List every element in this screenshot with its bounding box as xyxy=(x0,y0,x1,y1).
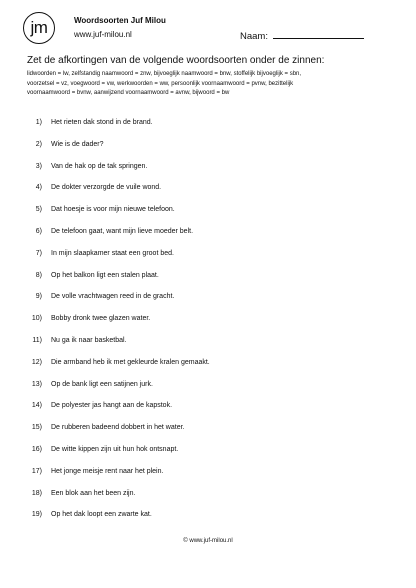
sentence-number: 15) xyxy=(31,424,42,432)
sentence-number: 16) xyxy=(31,445,42,453)
legend-line: lidwoorden = lw, zelfstandig naamwoord = znw, bijvoeglijk naamwoord = bnw, stoffelijk bijvoeglijk = sbn, xyxy=(27,71,302,77)
sentence-number: 2) xyxy=(35,140,42,148)
sentence-item xyxy=(0,119,416,141)
sentence-text: De rubberen badeend dobbert in het water. xyxy=(51,424,185,432)
sentence-item xyxy=(0,337,416,359)
sentence-item xyxy=(0,359,416,381)
worksheet-title: Woordsoorten Juf Milou xyxy=(74,16,166,25)
sentence-item xyxy=(0,293,416,315)
sentence-text: Het jonge meisje rent naar het plein. xyxy=(51,467,164,475)
sentence-number: 14) xyxy=(31,402,42,410)
sentence-text: De volle vrachtwagen reed in de gracht. xyxy=(51,293,175,301)
sentence-number: 6) xyxy=(35,227,42,235)
name-label: Naam: xyxy=(240,31,268,42)
sentence-item xyxy=(0,184,416,206)
sentence-number: 4) xyxy=(35,184,42,192)
sentence-item xyxy=(0,206,416,228)
sentence-text: Die armband heb ik met gekleurde kralen gemaakt. xyxy=(51,358,210,366)
sentence-item xyxy=(0,424,416,446)
sentence-item xyxy=(0,446,416,468)
sentence-text: Het rieten dak stond in de brand. xyxy=(51,119,153,126)
sentence-number: 18) xyxy=(31,489,42,497)
sentence-number: 13) xyxy=(31,380,42,388)
sentence-item xyxy=(0,163,416,185)
legend-line: voorzetsel = vz, voegwoord = vw, werkwoorden = ww, persoonlijk voornaamwoord = pvnw, bezittelijk xyxy=(27,80,294,87)
sentence-number: 19) xyxy=(31,511,42,519)
sentence-text: Van de hak op de tak springen. xyxy=(51,162,148,170)
logo-text: jm xyxy=(30,17,48,37)
website-url: www.juf-milou.nl xyxy=(74,30,132,39)
sentence-item xyxy=(0,228,416,250)
sentence-list xyxy=(0,119,416,533)
abbreviation-legend xyxy=(27,70,397,99)
juf-milou-logo xyxy=(23,12,55,44)
instruction-text: Zet de afkortingen van de volgende woordsoorten onder de zinnen: xyxy=(27,55,325,66)
sentence-number: 7) xyxy=(35,249,42,257)
sentence-item xyxy=(0,402,416,424)
sentence-text: Op het dak loopt een zwarte kat. xyxy=(51,511,152,519)
sentence-number: 1) xyxy=(35,119,42,126)
sentence-number: 5) xyxy=(35,206,42,214)
sentence-number: 12) xyxy=(31,358,42,366)
sentence-text: De witte kippen zijn uit hun hok ontsnapt. xyxy=(51,445,179,453)
sentence-text: Wie is de dader? xyxy=(51,140,104,148)
sentence-text: De telefoon gaat, want mijn lieve moeder belt. xyxy=(51,227,194,235)
footer-copyright: © www.juf-milou.nl xyxy=(183,538,233,544)
legend-line: voornaamwoord = bvnw, aanwijzend voornaamwoord = avnw, bijwoord = bw xyxy=(27,90,230,97)
sentence-text: Op de bank ligt een satijnen jurk. xyxy=(51,380,153,388)
sentence-number: 8) xyxy=(35,271,42,279)
sentence-number: 3) xyxy=(35,162,42,170)
sentence-text: Bobby dronk twee glazen water. xyxy=(51,315,151,323)
sentence-number: 11) xyxy=(32,336,42,344)
name-field[interactable] xyxy=(240,29,364,42)
sentence-number: 9) xyxy=(35,293,42,301)
sentence-number: 10) xyxy=(31,315,42,323)
sentence-text: Op het balkon ligt een stalen plaat. xyxy=(51,271,159,279)
sentence-item xyxy=(0,250,416,272)
sentence-item xyxy=(0,511,416,533)
sentence-item xyxy=(0,141,416,163)
sentence-text: De polyester jas hangt aan de kapstok. xyxy=(51,402,173,410)
sentence-number: 17) xyxy=(31,467,42,475)
sentence-item xyxy=(0,272,416,294)
sentence-text: Dat hoesje is voor mijn nieuwe telefoon. xyxy=(51,206,175,214)
sentence-item xyxy=(0,490,416,512)
sentence-text: In mijn slaapkamer staat een groot bed. xyxy=(51,249,174,257)
sentence-text: Nu ga ik naar basketbal. xyxy=(51,336,127,344)
sentence-item xyxy=(0,468,416,490)
sentence-item xyxy=(0,315,416,337)
sentence-text: De dokter verzorgde de vuile wond. xyxy=(51,184,162,192)
sentence-text: Een blok aan het been zijn. xyxy=(51,489,136,497)
sentence-item xyxy=(0,381,416,403)
name-blank-line[interactable] xyxy=(273,29,364,39)
